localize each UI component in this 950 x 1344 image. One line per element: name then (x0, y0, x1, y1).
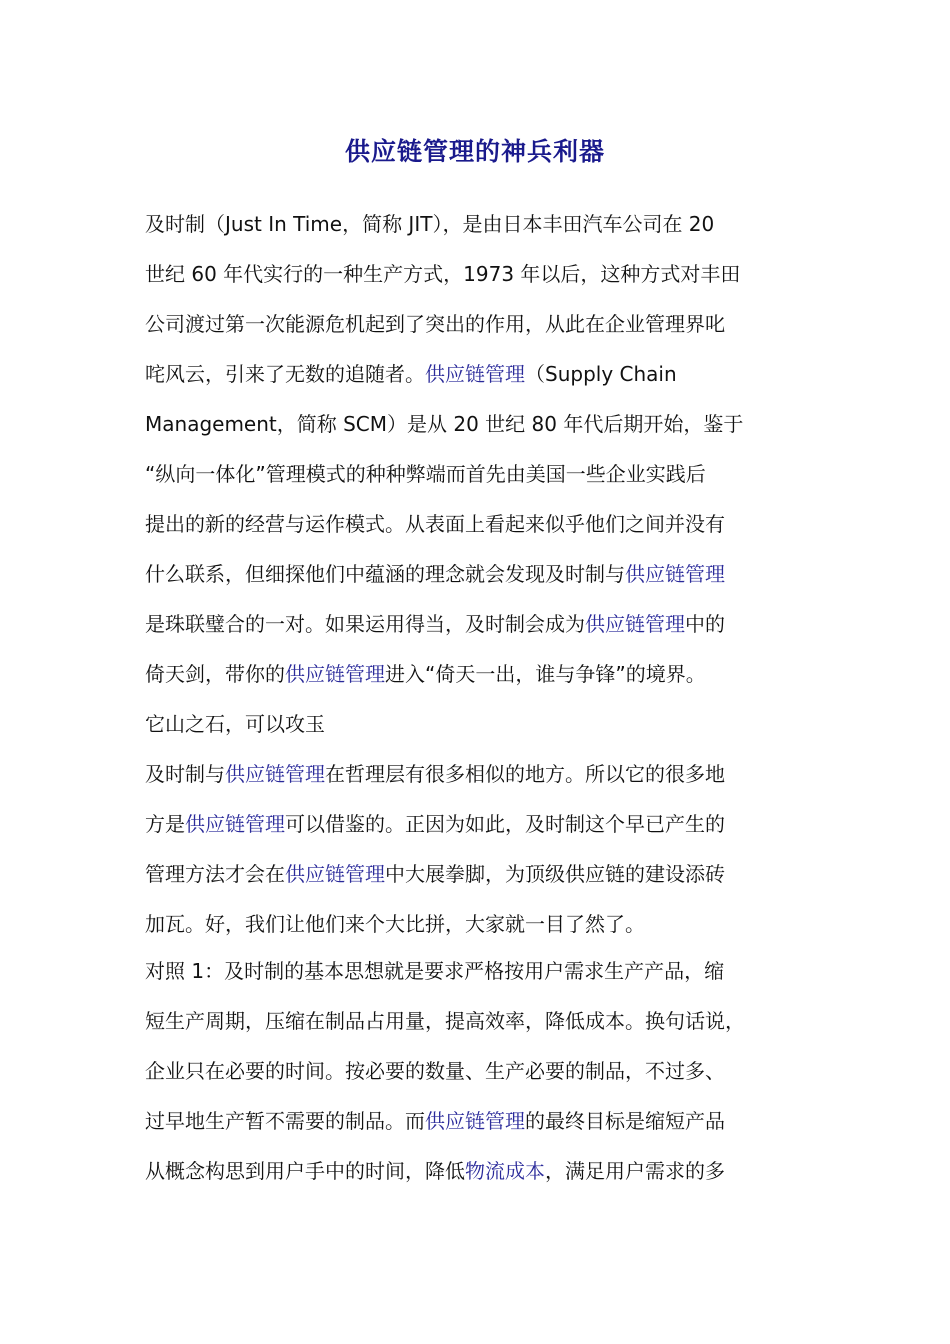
text-line (145, 349, 805, 399)
text-segment: 进入“倚天一出，谁与争锋”的境界。 (385, 662, 706, 686)
text-segment: 倚天剑，带你的 (145, 662, 285, 686)
document-title: 供应链管理的神兵利器 (344, 137, 605, 166)
text-line: 加瓦。好，我们让他们来个大比拼，大家就一目了然了。 (145, 912, 645, 936)
text-line (145, 1096, 805, 1146)
logistics-cost-link[interactable]: 物流成本 (465, 1159, 545, 1183)
text-segment: 什么联系，但细探他们中蕴涵的理念就会发现及时制与 (145, 562, 625, 586)
section-heading (145, 699, 805, 749)
paragraph-contrast-1 (145, 946, 805, 1196)
text-segment: 及时制与 (145, 762, 225, 786)
text-line: 短生产周期，压缩在制品占用量，提高效率，降低成本。换句话说， (145, 1009, 745, 1033)
text-segment: 在哲理层有很多相似的地方。所以它的很多地 (325, 762, 725, 786)
text-line (145, 1146, 805, 1196)
text-line: 对照 1：及时制的基本思想就是要求严格按用户需求生产产品，缩 (145, 959, 725, 983)
text-line (145, 799, 805, 849)
text-line: 公司渡过第一次能源危机起到了突出的作用，从此在企业管理界叱 (145, 312, 725, 336)
text-line (145, 849, 805, 899)
text-segment: （Supply Chain (525, 362, 677, 386)
text-segment: 中大展拳脚，为顶级供应链的建设添砖 (385, 862, 725, 886)
text-line: 及时制（Just In Time，简称 JIT），是由日本丰田汽车公司在 20 (145, 212, 715, 236)
text-segment: 管理方法才会在 (145, 862, 285, 886)
text-line: Management，简称 SCM）是从 20 世纪 80 年代后期开始，鉴于 (145, 412, 744, 436)
scm-link[interactable]: 供应链管理 (285, 662, 385, 686)
scm-link[interactable]: 供应链管理 (625, 562, 725, 586)
text-segment: 中的 (685, 612, 725, 636)
scm-link[interactable]: 供应链管理 (185, 812, 285, 836)
text-line: “纵向一体化”管理模式的种种弊端而首先由美国一些企业实践后 (145, 462, 706, 486)
text-segment: 从概念构思到用户手中的时间，降低 (145, 1159, 465, 1183)
text-segment: 过早地生产暂不需要的制品。而 (145, 1109, 425, 1133)
text-segment: 咤风云，引来了无数的追随者。 (145, 362, 425, 386)
text-line (145, 649, 805, 699)
text-line: 世纪 60 年代实行的一种生产方式，1973 年以后，这种方式对丰田 (145, 262, 741, 286)
text-line: 提出的新的经营与运作模式。从表面上看起来似乎他们之间并没有 (145, 512, 725, 536)
text-segment: ，满足用户需求的多 (545, 1159, 725, 1183)
scm-link[interactable]: 供应链管理 (225, 762, 325, 786)
text-segment: 是珠联璧合的一对。如果运用得当，及时制会成为 (145, 612, 585, 636)
paragraph-comparison (145, 749, 805, 949)
scm-link[interactable]: 供应链管理 (425, 362, 525, 386)
paragraph-intro (145, 199, 805, 699)
scm-link[interactable]: 供应链管理 (585, 612, 685, 636)
text-segment: 的最终目标是缩短产品 (525, 1109, 725, 1133)
text-segment: 可以借鉴的。正因为如此，及时制这个早已产生的 (285, 812, 725, 836)
heading-text: 它山之石，可以攻玉 (145, 712, 325, 736)
scm-link[interactable]: 供应链管理 (425, 1109, 525, 1133)
text-line (145, 549, 805, 599)
scm-link[interactable]: 供应链管理 (285, 862, 385, 886)
text-line (145, 599, 805, 649)
text-line (145, 749, 805, 799)
text-line: 企业只在必要的时间。按必要的数量、生产必要的制品，不过多、 (145, 1059, 725, 1083)
text-segment: 方是 (145, 812, 185, 836)
